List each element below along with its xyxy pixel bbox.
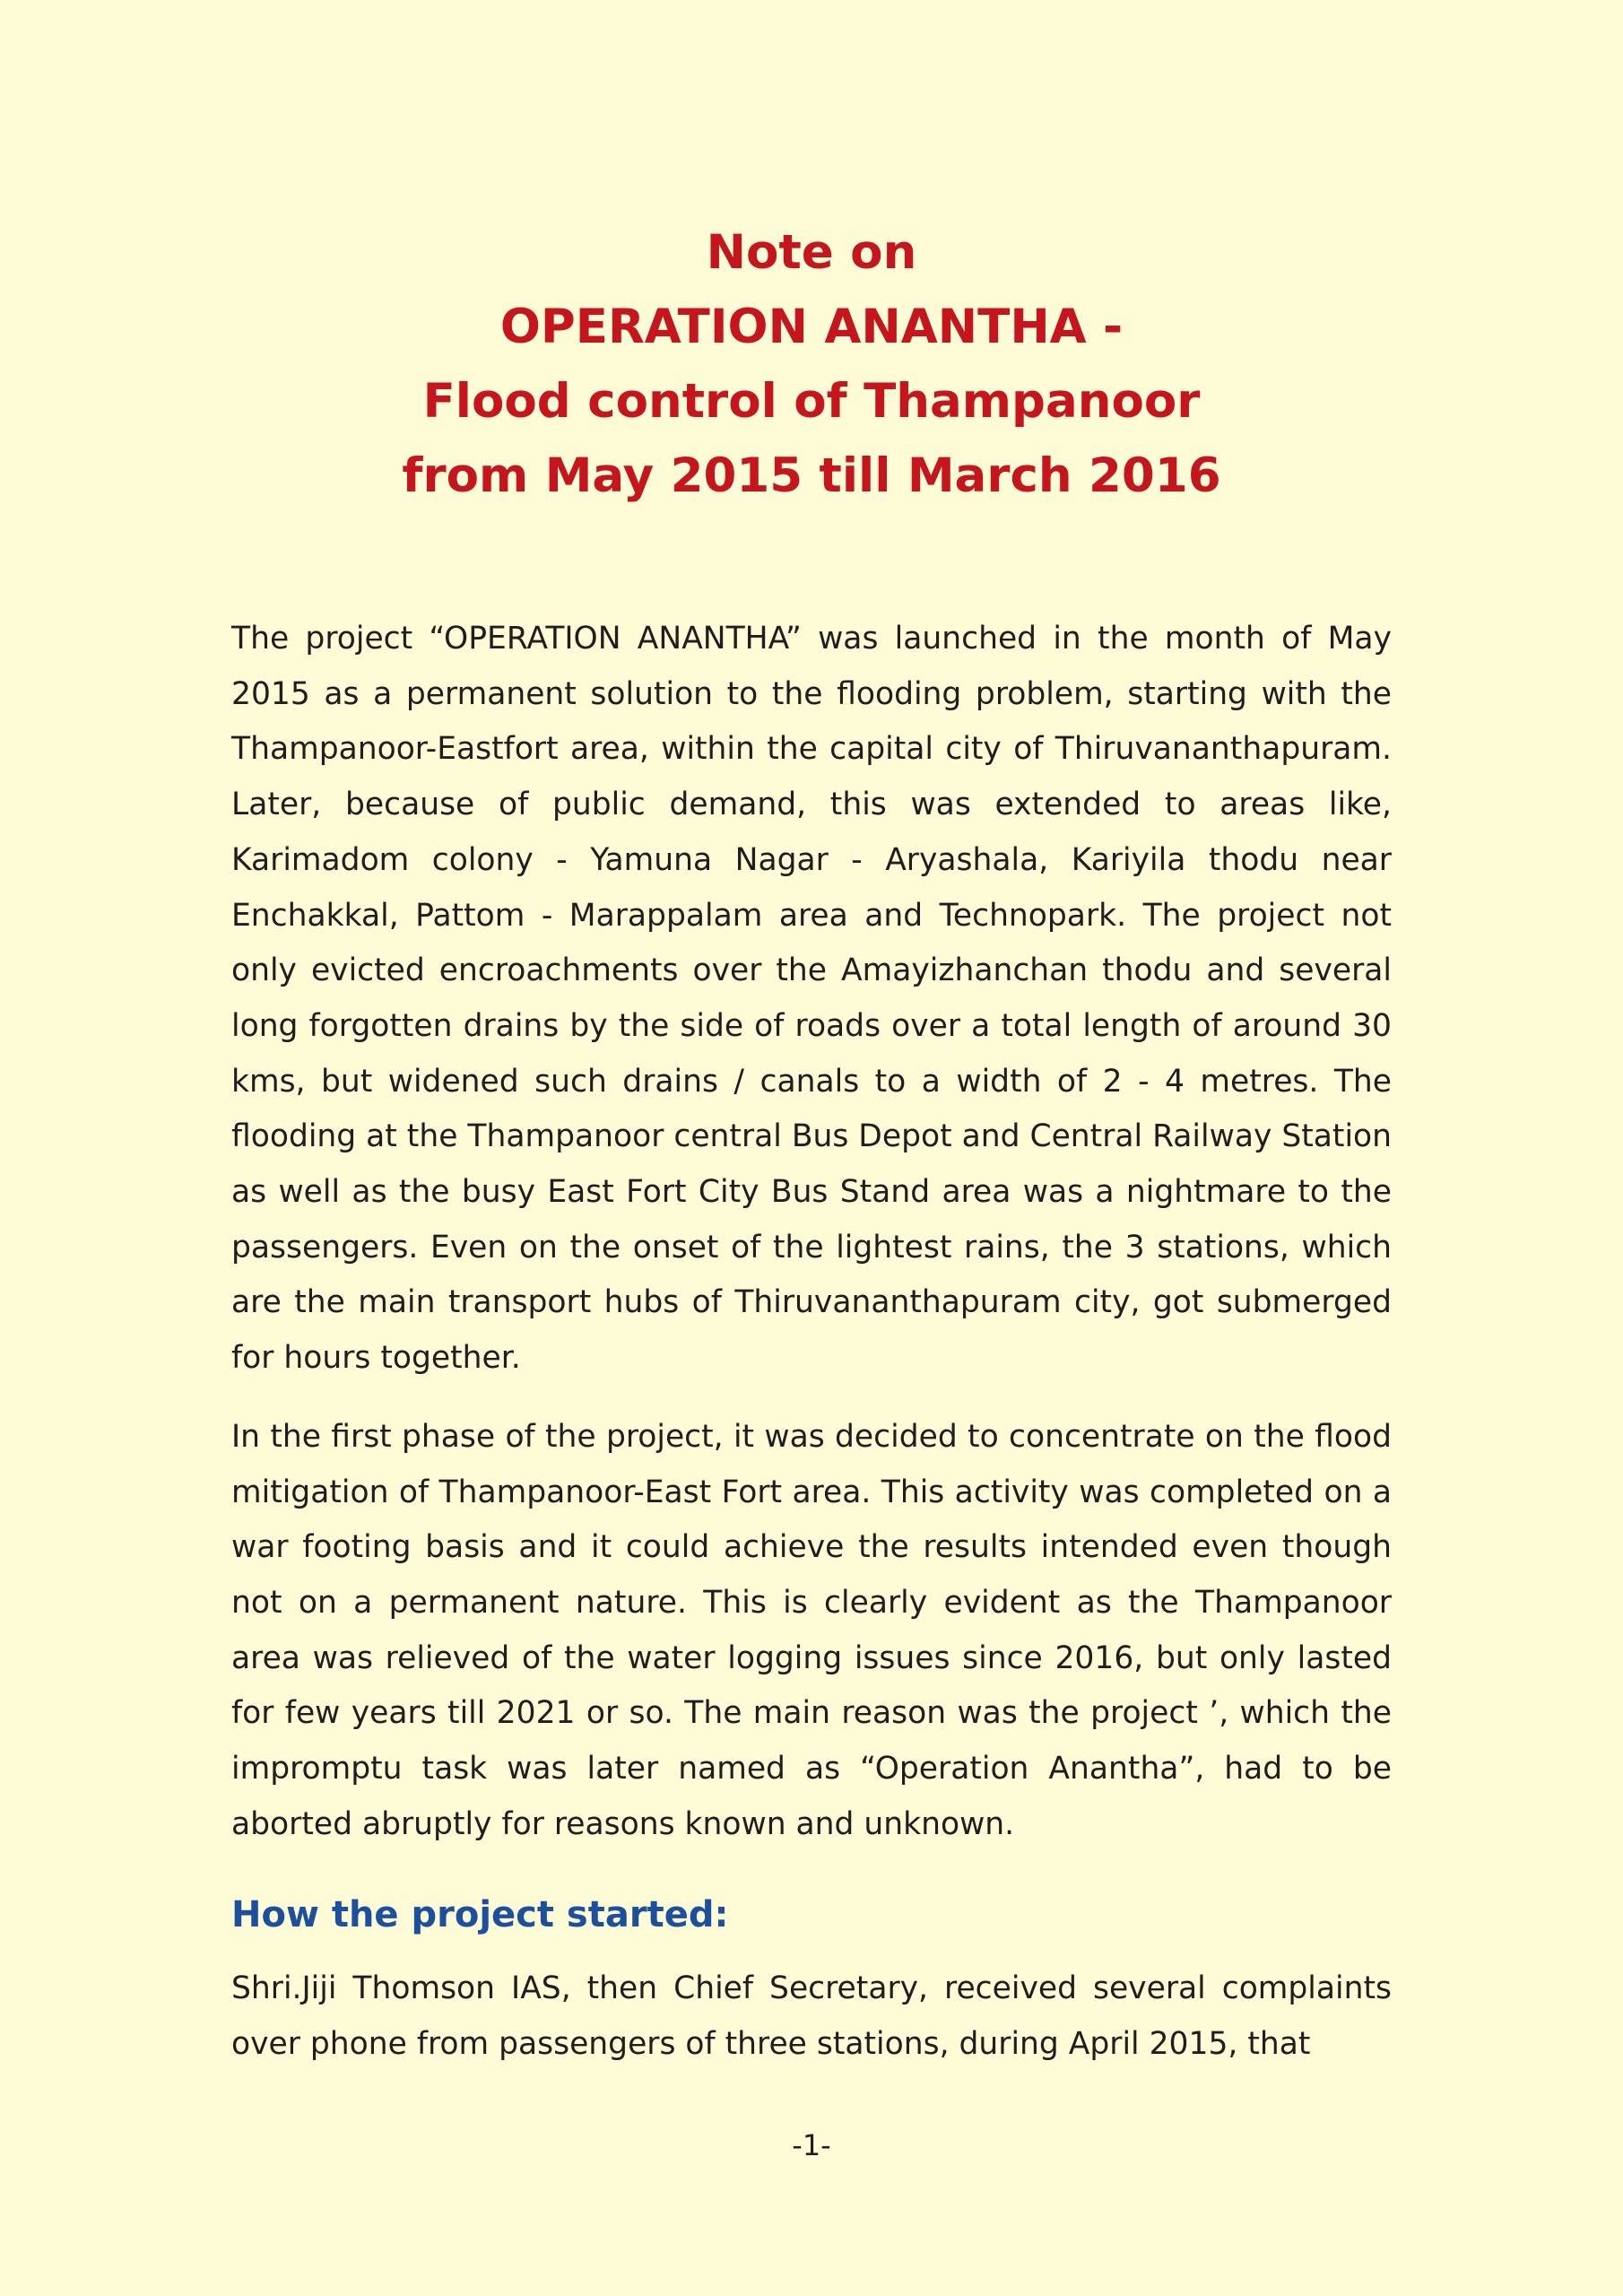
title-line-1: Note on	[706, 225, 917, 280]
title-line-3: Flood control of Thampanoor	[422, 374, 1201, 429]
paragraph-first-phase: In the first phase of the project, it was decided to concentrate on the flood mitigation of Thampanoor-East Fort area. This activity was completed on a war footing basis and it could achieve the results intended even though not on a permanent nature. This is clearly evident as the Thampanoor area was relieved of the water logging issues since 2016, but only lasted for few years till 2021 or so. The main reason was the project ’, which the impromptu task was later named as “Operation Anantha”, had to be aborted abruptly for reasons known and unknown.	[231, 1418, 1392, 1842]
paragraph-intro: The project “OPERATION ANANTHA” was launched in the month of May 2015 as a permanent solution to the flooding problem, starting with the Thampanoor-Eastfort area, within the capital city of Thiruvananthapuram. Later, because of public demand, this was extended to areas like, Karimadom colony - Yamuna Nagar - Aryashala, Kariyila thodu near Enchakkal, Pattom - Marappalam area and Technopark. The project not only evicted encroachments over the Amayizhanchan thodu and several long forgotten drains by the side of roads over a total length of around 30 kms, but widened such drains / canals to a width of 2 - 4 metres. The flooding at the Thampanoor central Bus Depot and Central Railway Station as well as the busy East Fort City Bus Stand area was a nightmare to the passengers. Even on the onset of the lightest rains, the 3 stations, which are the main transport hubs of Thiruvananthapuram city, got submerged for hours together.	[231, 621, 1392, 1377]
title-line-2: OPERATION ANANTHA -	[499, 300, 1124, 354]
section-heading: How the project started:	[231, 1894, 729, 1936]
title-line-4: from May 2015 till March 2016	[402, 448, 1221, 503]
page-number: -1-	[792, 2128, 831, 2162]
paragraph-how-started: Shri.Jiji Thomson IAS, then Chief Secretary, received several complaints over phone from passengers of three stations, during April 2015, that	[231, 1970, 1392, 2063]
document-title	[0, 215, 1623, 513]
document-body	[231, 612, 1392, 2096]
